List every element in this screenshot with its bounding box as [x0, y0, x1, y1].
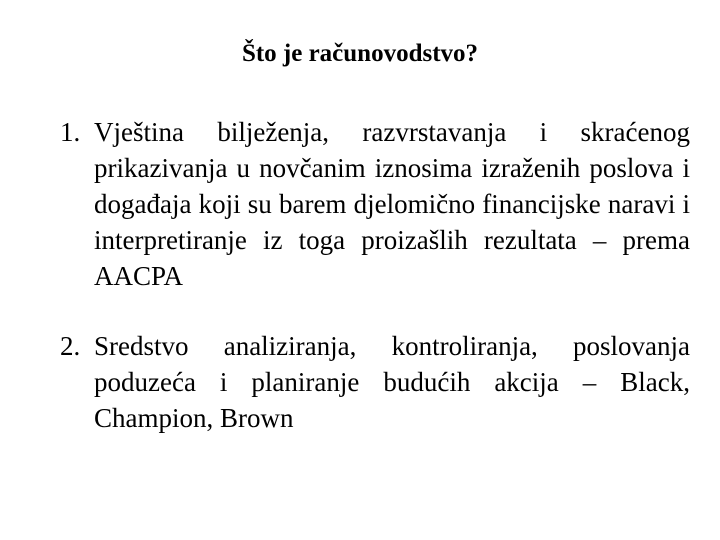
slide-title: Što je računovodstvo? [241, 40, 479, 67]
numbered-list [60, 114, 690, 436]
list-item-text: Sredstvo analiziranja, kontroliranja, poslovanja poduzeća i planiranje budućih akcija – Black, Champion, Brown [94, 331, 690, 433]
list-item-number: 2. [60, 331, 81, 361]
list-item-number: 1. [60, 117, 81, 147]
list-item-text: Vještina bilježenja, razvrstavanja i skraćenog prikazivanja u novčanim iznosima izraženih poslova i događaja koji su barem djelomično financijske naravi i interpretiranje iz toga proizašlih rezultata – prema AACPA [94, 117, 690, 291]
list-item-1 [60, 114, 690, 294]
list-item-2 [60, 328, 690, 436]
